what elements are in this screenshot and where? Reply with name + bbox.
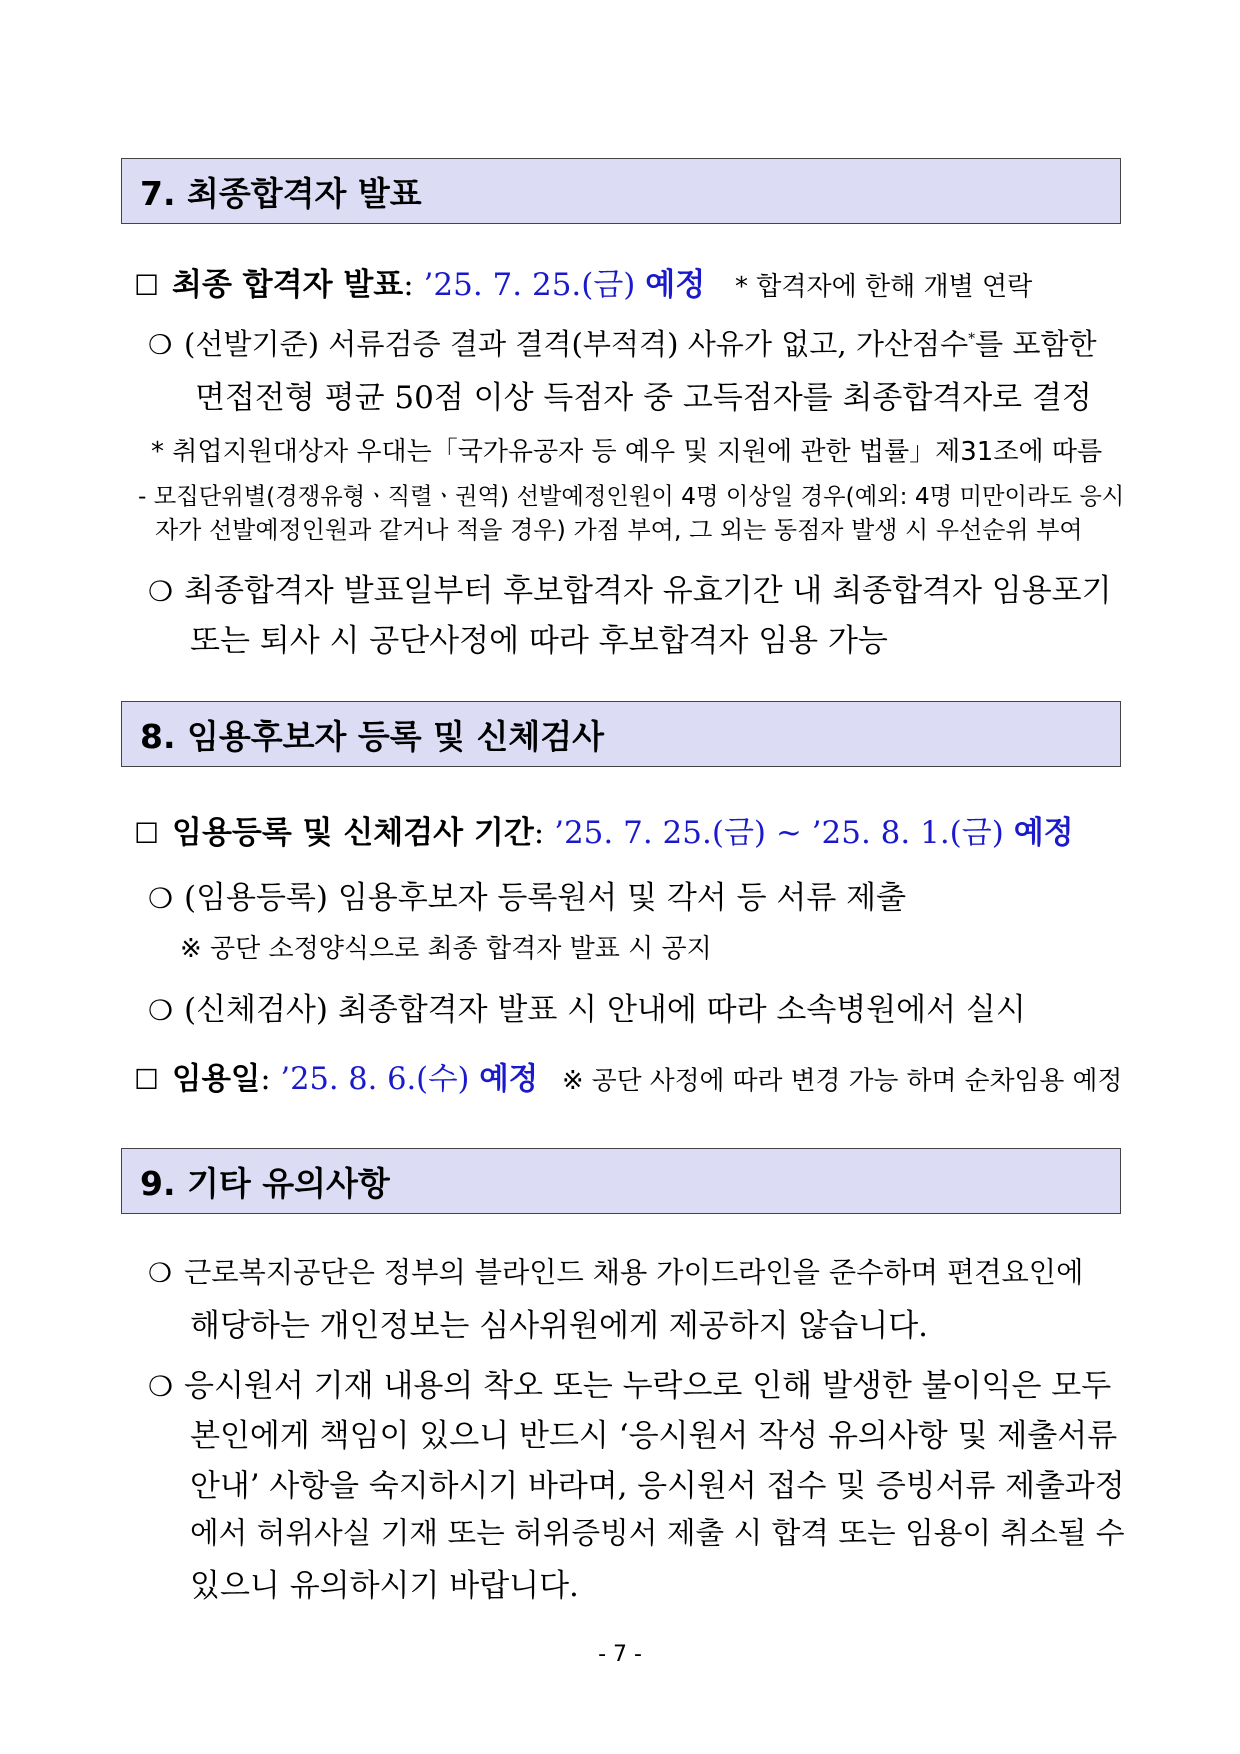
circle-bullet-icon: ❍ (148, 1258, 172, 1289)
section-7-title: 7. 최종합격자 발표 (140, 173, 422, 213)
section-8-header (121, 701, 1121, 767)
appointment-date: ’25. 8. 6.(수) (280, 1062, 470, 1097)
selection-criteria-line-2: 면접전형 평균 50점 이상 득점자 중 고득점자를 최종합격자로 결정 (195, 380, 1092, 416)
section-8-title: 8. 임용후보자 등록 및 신체검사 (140, 716, 604, 756)
alternate-candidate-bullet: ❍ 최종합격자 발표일부터 후보합격자 유효기간 내 최종합격자 임용포기 (148, 573, 1112, 609)
appointment-date-item: ☐ 임용일: ’25. 8. 6.(수) 예정 ※ 공단 사정에 따라 변경 가능 하며 순차임용 예정 (134, 1061, 1123, 1097)
section-9-title: 9. 기타 유의사항 (140, 1163, 390, 1203)
bonus-note-line-1: - 모집단위별(경쟁유형ㆍ직렬ㆍ권역) 선발예정인원이 4명 이상일 경우(예외: 4명 미만이라도 응시 (138, 483, 1125, 510)
blind-hiring-bullet: ❍ 근로복지공단은 정부의 블라인드 채용 가이드라인을 준수하며 편견요인에 (148, 1256, 1084, 1289)
registration-note: ※ 공단 소정양식으로 최종 합격자 발표 시 공지 (180, 934, 712, 964)
application-caution-line-3: 안내’ 사항을 숙지하시기 바라며, 응시원서 접수 및 증빙서류 제출과정 (190, 1468, 1125, 1504)
checkbox-square-icon: ☐ (134, 1063, 159, 1096)
selection-criteria-bullet: ❍ (선발기준) 서류검증 결과 결격(부적격) 사유가 없고, 가산점수*를 포함한 (148, 327, 1097, 361)
section-9-header (121, 1148, 1121, 1214)
application-caution-line-5: 있으니 유의하시기 바랍니다. (190, 1568, 579, 1604)
preference-note: * 취업지원대상자 우대는「국가유공자 등 예우 및 지원에 관한 법률」제31조에 따름 (151, 437, 1103, 467)
announcement-note: * 합격자에 한해 개별 연락 (735, 272, 1033, 302)
registration-date: ’25. 7. 25.(금) ~ ’25. 8. 1.(금) (554, 815, 1004, 851)
circle-bullet-icon: ❍ (148, 575, 174, 608)
application-caution-bullet: ❍ 응시원서 기재 내용의 착오 또는 누락으로 인해 발생한 불이익은 모두 (148, 1368, 1112, 1404)
appointment-note: ※ 공단 사정에 따라 변경 가능 하며 순차임용 예정 (561, 1066, 1123, 1096)
section-7-header (121, 158, 1121, 224)
page-number: - 7 - (598, 1642, 642, 1667)
application-caution-line-4: 에서 허위사실 기재 또는 허위증빙서 제출 시 합격 또는 임용이 취소될 수 (190, 1515, 1125, 1550)
alternate-candidate-line-2: 또는 퇴사 시 공단사정에 따라 후보합격자 임용 가능 (190, 623, 888, 659)
circle-bullet-icon: ❍ (148, 330, 173, 361)
checkbox-square-icon: ☐ (134, 269, 160, 302)
checkbox-square-icon: ☐ (134, 817, 160, 850)
circle-bullet-icon: ❍ (148, 882, 174, 915)
physical-exam-bullet: ❍ (신체검사) 최종합격자 발표 시 안내에 따라 소속병원에서 실시 (148, 992, 1026, 1028)
circle-bullet-icon: ❍ (148, 994, 174, 1027)
application-caution-line-2: 본인에게 책임이 있으니 반드시 ‘응시원서 작성 유의사항 및 제출서류 (190, 1418, 1118, 1454)
final-announcement-item: ☐ 최종 합격자 발표: ’25. 7. 25.(금) 예정 * 합격자에 한해 개별 연락 (134, 267, 1033, 303)
registration-bullet: ❍ (임용등록) 임용후보자 등록원서 및 각서 등 서류 제출 (148, 880, 907, 916)
registration-period-item: ☐ 임용등록 및 신체검사 기간: ’25. 7. 25.(금) ~ ’25. 8. 1.(금) 예정 (134, 815, 1074, 851)
announcement-date: ’25. 7. 25.(금) (423, 267, 636, 303)
circle-bullet-icon: ❍ (148, 1370, 174, 1403)
blind-hiring-line-2: 해당하는 개인정보는 심사위원에게 제공하지 않습니다. (190, 1308, 929, 1344)
bonus-note-line-2: 자가 선발예정인원과 같거나 적을 경우) 가점 부여, 그 외는 동점자 발생 시 우선순위 부여 (155, 516, 1083, 544)
